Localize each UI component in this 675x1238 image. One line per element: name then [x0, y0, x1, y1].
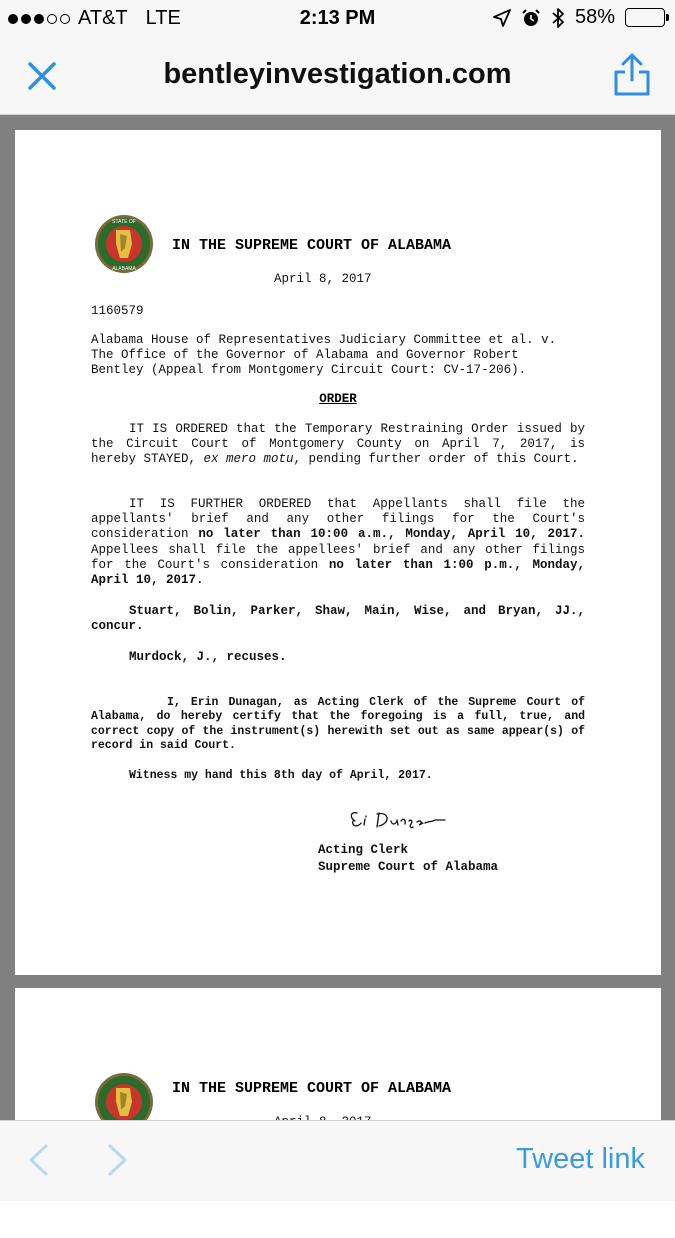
bluetooth-icon [551, 7, 565, 29]
order-date: April 8, 2017 [274, 272, 372, 286]
court-title: IN THE SUPREME COURT OF ALABAMA [172, 237, 452, 254]
case-number: 1160579 [91, 304, 144, 318]
court-title: IN THE SUPREME COURT OF ALABAMA [172, 1080, 452, 1097]
concurring-justices: Stuart, Bolin, Parker, Shaw, Main, Wise, and Bryan, JJ., concur. [91, 604, 585, 634]
signature-court: Supreme Court of Alabama [318, 860, 499, 874]
network-type: LTE [145, 7, 181, 29]
clock: 2:13 PM [299, 7, 376, 29]
signature-title: Acting Clerk [318, 843, 409, 857]
battery-percent: 58% [574, 6, 615, 28]
clerk-certification: I, Erin Dunagan, as Acting Clerk of the Supreme Court of Alabama, do hereby certify that the foregoing is a full, true, and correct copy of the instrument(s) herewith set out as same appear(s) of record in said Court. [91, 696, 585, 753]
status-icons [493, 6, 665, 29]
alabama-seal-icon [94, 214, 154, 274]
document-page-1 [15, 130, 661, 975]
navigation-bar [0, 38, 675, 115]
order-paragraph-1: IT IS ORDERED that the Temporary Restraining Order issued by the Circuit Court of Montgomery County on April 7, 2017, is hereby STAYED, ex mero motu, pending further order of this Court. [91, 422, 585, 467]
location-arrow-icon [493, 9, 511, 27]
share-icon[interactable] [611, 52, 653, 98]
chevron-right-icon[interactable] [106, 1143, 130, 1177]
witness-statement: Witness my hand this 8th day of April, 2017. [129, 769, 433, 782]
clerk-signature-icon [345, 807, 450, 835]
bottom-toolbar [0, 1120, 675, 1201]
svg-text:ALABAMA: ALABAMA [112, 266, 136, 272]
carrier-name: AT&T [78, 7, 128, 29]
case-caption: Alabama House of Representatives Judiciary Committee et al. v. The Office of the Governor of Alabama and Governor Robert Bentley (Appeal from Montgomery Circuit Court: CV-17-206). [91, 333, 557, 378]
svg-text:STATE OF: STATE OF [112, 219, 136, 225]
tweet-link-button[interactable]: Tweet link [516, 1143, 645, 1175]
document-viewer[interactable] [0, 115, 675, 1120]
status-bar [0, 0, 675, 38]
order-heading: ORDER [319, 392, 357, 406]
recusal-note: Murdock, J., recuses. [129, 650, 287, 664]
alarm-icon [521, 8, 541, 28]
chevron-left-icon[interactable] [26, 1143, 50, 1177]
battery-icon [625, 8, 665, 27]
page-domain: bentleyinvestigation.com [163, 58, 512, 90]
order-paragraph-2: IT IS FURTHER ORDERED that Appellants shall file the appellants' brief and any other filings for the Court's consideration no later than 10:00 a.m., Monday, April 10, 2017. Appellees shall file the appellees' brief and any other filings for the Court's consideration no later than 1:00 p.m., Monday, April 10, 2017. [91, 497, 585, 588]
